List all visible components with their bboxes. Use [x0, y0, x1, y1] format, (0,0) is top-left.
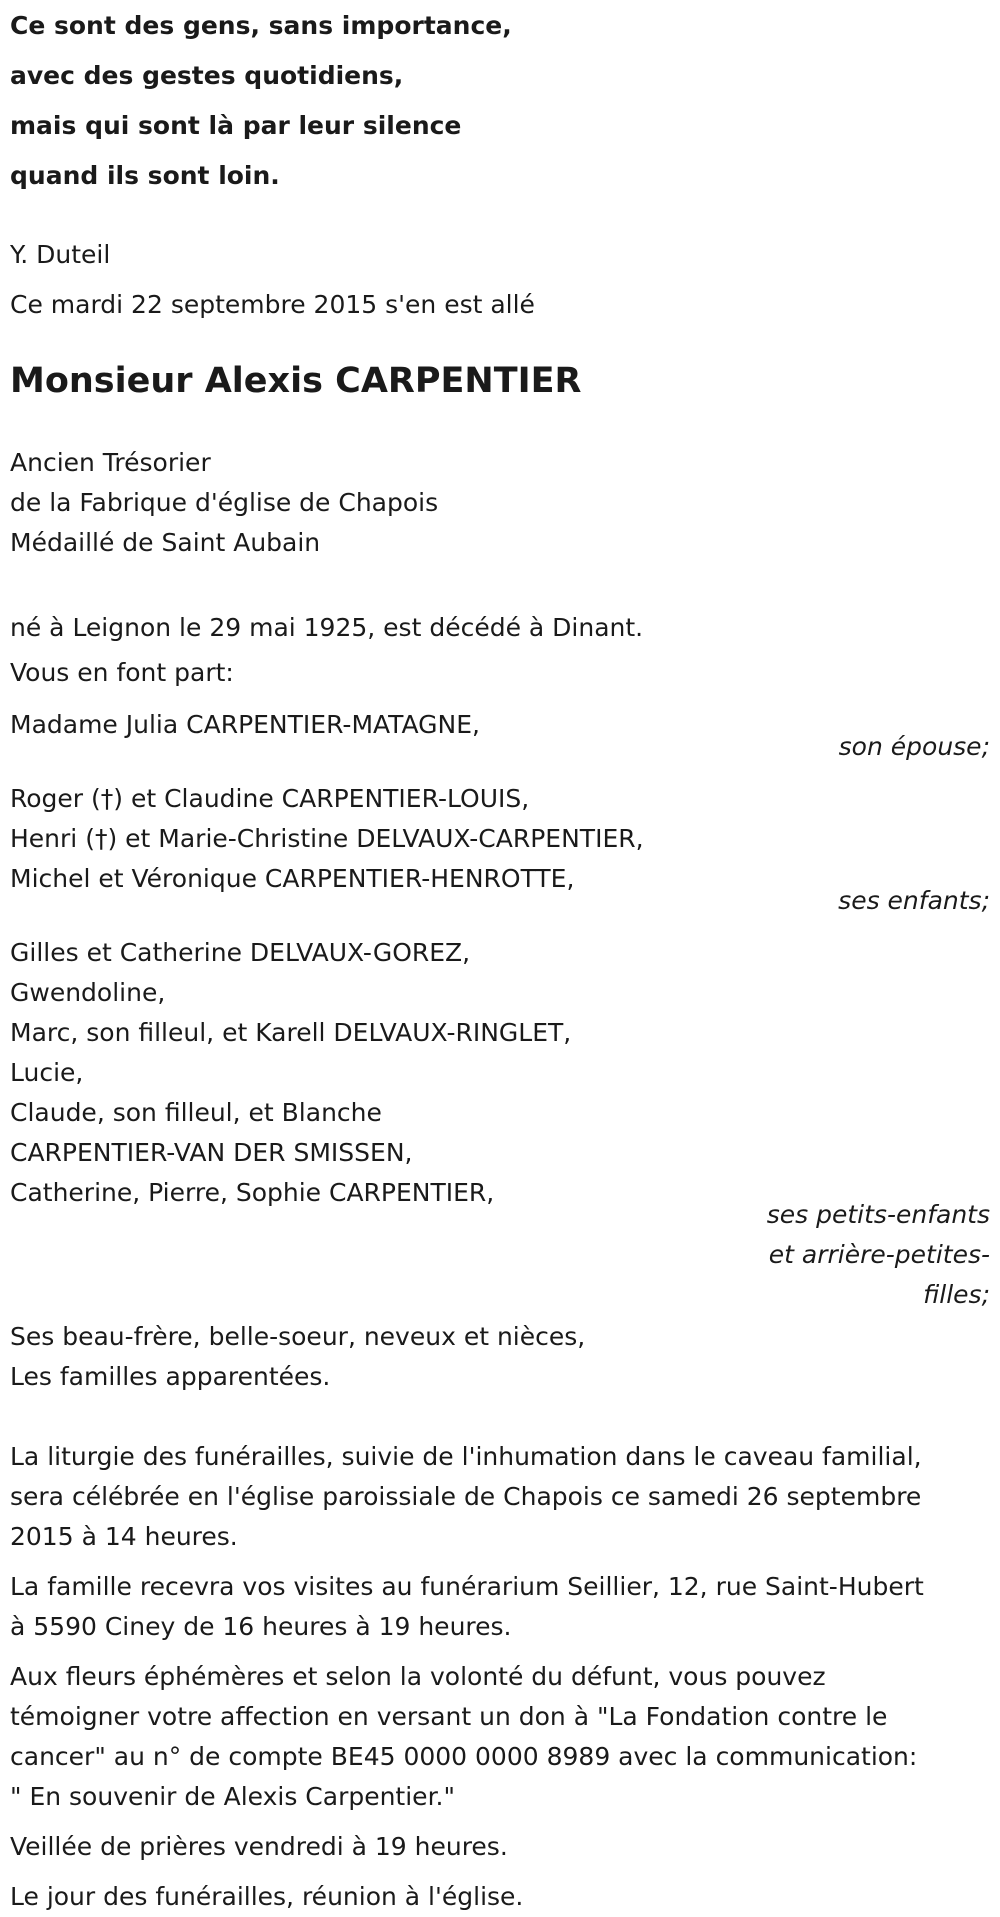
family-member: Madame Julia CARPENTIER-MATAGNE, [10, 710, 480, 739]
vigil-paragraph [10, 1827, 990, 1867]
family-member: Marc, son filleul, et Karell DELVAUX-RINGLET, [10, 1018, 572, 1047]
poem [10, 0, 990, 201]
poem-line: mais qui sont là par leur silence [10, 111, 462, 140]
text-line: Le jour des funérailles, réunion à l'église. [10, 1882, 524, 1911]
text-line: La famille recevra vos visites au funérarium Seillier, 12, rue Saint-Hubert [10, 1572, 924, 1601]
part-intro: Vous en font part: [10, 658, 234, 687]
text-line: à 5590 Ciney de 16 heures à 19 heures. [10, 1612, 512, 1641]
announcement: Ce mardi 22 septembre 2015 s'en est allé [10, 290, 535, 319]
deceased-name: Monsieur Alexis CARPENTIER [10, 361, 582, 401]
poem-author: Y. Duteil [10, 240, 111, 269]
text-line: " En souvenir de Alexis Carpentier." [10, 1782, 455, 1811]
title-line: Ancien Trésorier [10, 448, 211, 477]
family-member: Gwendoline, [10, 978, 166, 1007]
text-line: cancer" au n° de compte BE45 0000 0000 8989 avec la communication: [10, 1742, 918, 1771]
grandchildren-lines [10, 933, 990, 1213]
relation-label: filles; [923, 1280, 990, 1309]
family-line: Ses beau-frère, belle-soeur, neveux et nièces, [10, 1322, 586, 1351]
relation-label: ses petits-enfants [766, 1200, 990, 1229]
family-member: Claude, son filleul, et Blanche [10, 1098, 382, 1127]
poem-line: quand ils sont loin. [10, 161, 280, 190]
family-member: Gilles et Catherine DELVAUX-GOREZ, [10, 938, 471, 967]
relation-label: ses enfants; [838, 886, 990, 915]
text-line: sera célébrée en l'église paroissiale de Chapois ce samedi 26 septembre [10, 1482, 922, 1511]
birth-death: né à Leignon le 29 mai 1925, est décédé à Dinant. [10, 613, 644, 642]
extended-family [10, 1317, 990, 1397]
donation-paragraph [10, 1657, 990, 1817]
poem-line: avec des gestes quotidiens, [10, 61, 404, 90]
title-line: Médaillé de Saint Aubain [10, 528, 321, 557]
relation-label: son épouse; [838, 732, 990, 761]
title-line: de la Fabrique d'église de Chapois [10, 488, 439, 517]
text-line: 2015 à 14 heures. [10, 1522, 238, 1551]
family-member: Lucie, [10, 1058, 84, 1087]
text-line: Veillée de prières vendredi à 19 heures. [10, 1832, 508, 1861]
relation-label: et arrière-petites- [768, 1240, 990, 1269]
family-member: Roger (†) et Claudine CARPENTIER-LOUIS, [10, 784, 530, 813]
family-member: Henri (†) et Marie-Christine DELVAUX-CARPENTIER, [10, 824, 644, 853]
deceased-titles [10, 443, 990, 563]
family-member: Michel et Véronique CARPENTIER-HENROTTE, [10, 864, 575, 893]
text-line: témoigner votre affection en versant un don à "La Fondation contre le [10, 1702, 888, 1731]
grandchildren-relation [10, 1195, 990, 1315]
family-member: Catherine, Pierre, Sophie CARPENTIER, [10, 1178, 495, 1207]
family-line: Les familles apparentées. [10, 1362, 331, 1391]
liturgy-paragraph [10, 1437, 990, 1557]
text-line: Aux fleurs éphémères et selon la volonté du défunt, vous pouvez [10, 1662, 826, 1691]
visits-paragraph [10, 1567, 990, 1647]
family-member: CARPENTIER-VAN DER SMISSEN, [10, 1138, 413, 1167]
meeting-paragraph [10, 1877, 990, 1917]
poem-line: Ce sont des gens, sans importance, [10, 11, 512, 40]
text-line: La liturgie des funérailles, suivie de l'inhumation dans le caveau familial, [10, 1442, 922, 1471]
